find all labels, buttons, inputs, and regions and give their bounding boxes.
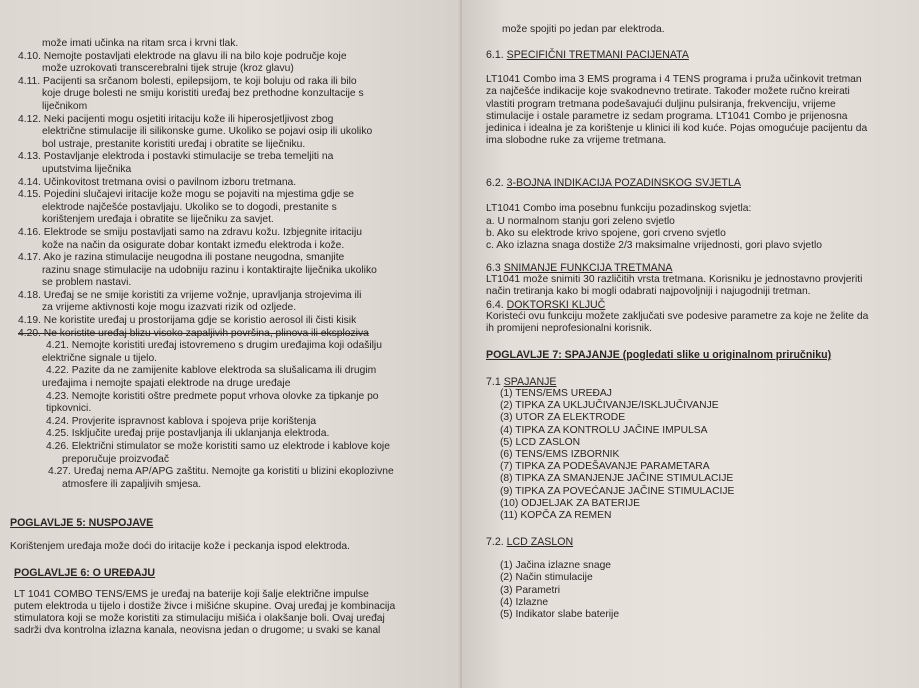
list-item: (1) TENS/EMS UREĐAJ	[500, 388, 612, 400]
warning-line: 4.26. Električni stimulator se može koristiti samo uz elektrode i kablove koje	[46, 441, 390, 452]
section-title: SPECIFIČNI TRETMANI PACIJENATA	[506, 49, 689, 62]
paragraph-line: način tretiranja kako bi mogli odabrati najpovoljniji i najugodniji tretman.	[486, 286, 811, 298]
section-number: 7.2.	[486, 536, 504, 549]
list-item: (5) LCD ZASLON	[500, 436, 581, 448]
section-number: 6.2.	[486, 177, 504, 190]
warning-line: korištenjem uređaja i obratite se liječniku za savjet.	[42, 214, 274, 226]
section-7-1-heading	[486, 376, 915, 388]
list-item: (6) TENS/EMS IZBORNIK	[500, 449, 620, 461]
warning-line: 4.10. Nemojte postavljati elektrode na glavu ili na bilo koje područje koje	[18, 50, 347, 62]
warning-line: 4.17. Ako je razina stimulacije neugodna ili postane neugodna, smanjite	[18, 252, 345, 264]
section-6-3-heading	[486, 262, 915, 274]
list-item: (5) Indikator slabe baterije	[500, 609, 620, 621]
warning-line: 4.27. Uređaj nema AP/APG zaštitu. Nemojte ga koristiti u blizini ekoplozivne	[48, 466, 394, 478]
warning-line: 4.21. Nemojte koristiti uređaj istovremeno s drugim uređajima koji odašilju	[46, 340, 382, 352]
paragraph-line: LT1041 Combo ima 3 EMS programa i 4 TENS programa i pruža učinkovit tretman	[486, 74, 862, 86]
list-item: (1) Jačina izlazne snage	[500, 560, 612, 572]
lcd-items-list	[486, 560, 915, 621]
paragraph-line: LT1041 Combo ima posebnu funkciju pozadinskog svjetla:	[486, 203, 752, 215]
chapter-6-line: LT 1041 COMBO TENS/EMS je uređaj na baterije koji šalje električne impulse	[14, 588, 369, 600]
list-item: (11) KOPČA ZA REMEN	[500, 510, 612, 522]
warning-line-struck: 4.20. Ne koristite uređaj blizu visoko zapaljivih površina, plinova ili eksploziva	[18, 327, 369, 339]
warning-line: razinu snage stimulacije na udobniju razinu i kontaktirajte liječnika ukoliko	[42, 264, 377, 276]
section-6-1-body	[486, 74, 915, 147]
warning-line: preporučuje proizvođač	[62, 453, 170, 465]
warning-line: uređajima i nemojte spajati elektrode na druge uređaje	[42, 378, 291, 390]
list-item: (2) Način stimulacije	[500, 572, 593, 584]
section-6-4-body	[486, 311, 915, 335]
paragraph-line: c. Ako izlazna snaga dostiže 2/3 maksimalne vrijednosti, gori plavo svjetlo	[486, 240, 822, 252]
warning-line: 4.22. Pazite da ne zamijenite kablove elektroda sa slušalicama ili drugim	[46, 365, 377, 377]
chapter-5-heading: POGLAVLJE 5: NUSPOJAVE	[10, 517, 154, 530]
warning-line: 4.25. Isključite uređaj prije postavljanja ili uklanjanja elektroda.	[46, 428, 330, 440]
paragraph-line: Koristeći ovu funkciju možete zaključati sve podesive parametre za koje ne želite da	[486, 310, 869, 322]
section-title: SPAJANJE	[503, 376, 557, 389]
device-parts-list	[486, 388, 915, 522]
paragraph-line: b. Ako su elektrode krivo spojene, gori crveno svjetlo	[486, 227, 726, 239]
warning-line: može imati učinka na ritam srca i krvni tlak.	[42, 38, 239, 49]
warning-line: 4.18. Uređaj se ne smije koristiti za vrijeme vožnje, upravljanja strojevima ili	[18, 289, 362, 301]
safety-warnings-list	[18, 38, 454, 491]
paragraph-line: ih promijeni neprofesionalni korisnik.	[486, 322, 652, 334]
section-6-2-heading	[486, 177, 915, 189]
warning-line: uputstvima liječnika	[42, 163, 132, 175]
paragraph-line: vlastiti program tretmana podešavajući duljinu pulsiranja, frekvenciju, vrijeme	[486, 98, 836, 110]
continued-line: može spojiti po jedan par elektroda.	[502, 24, 665, 35]
warning-line: 4.13. Postavljanje elektroda i postavki stimulacije se treba temeljiti na	[18, 151, 334, 163]
section-number: 6.1.	[486, 49, 504, 62]
section-title: DOKTORSKI KLJUČ	[506, 298, 606, 311]
section-number: 6.3	[486, 262, 501, 275]
warning-line: električne stimulacije ili silikonske gume. Ukoliko se pojavi osip ili ukoliko	[42, 126, 373, 138]
paragraph-line: a. U normalnom stanju gori zeleno svjetlo	[486, 215, 675, 227]
right-page	[462, 0, 919, 688]
paragraph-line: stimulacije i ostale parametre iz sedam programa. LT1041 Combo je prijenosna	[486, 110, 848, 122]
list-item: (4) TIPKA ZA KONTROLU JAČINE IMPULSA	[500, 424, 708, 436]
list-item: (3) UTOR ZA ELEKTRODE	[500, 412, 626, 424]
list-item: (8) TIPKA ZA SMANJENJE JAČINE STIMULACIJE	[500, 473, 734, 485]
warning-line: 4.14. Učinkovitost tretmana ovisi o pavilnom izboru tretmana.	[18, 176, 297, 188]
list-item: (3) Parametri	[500, 584, 561, 596]
chapter-5-text: Korištenjem uređaja može doći do iritacije kože i peckanja ispod elektroda.	[10, 541, 350, 553]
chapter-6-body	[14, 589, 454, 638]
section-6-3-body	[486, 274, 915, 298]
chapter-6-line: sadrži dva kontrolna izlazna kanala, neovisna jedan o drugome; u svaki se kanal	[14, 625, 381, 637]
warning-line: elektrode najčešće postavljaju. Ukoliko se to dogodi, prestanite s	[42, 201, 337, 213]
section-6-1-heading	[486, 49, 915, 61]
warning-line: liječnikom	[42, 100, 88, 112]
warning-line: 4.11. Pacijenti sa srčanom bolesti, epilepsijom, te koji boluju od raka ili bilo	[18, 75, 357, 87]
section-title: 3-BOJNA INDIKACIJA POZADINSKOG SVJETLA	[506, 177, 741, 190]
paragraph-line: jedinica i idealna je za korištenje u klinici ili kod kuće. Pojas omogućuje pacijentu da	[486, 123, 868, 135]
list-item: (10) ODJELJAK ZA BATERIJE	[500, 497, 640, 509]
chapter-6-line: stimulatora koji se može koristiti za stimulaciju mišića i olakšanje boli. Ovaj uređaj	[14, 612, 385, 624]
section-number: 6.4.	[486, 298, 504, 311]
chapter-6-heading: POGLAVLJE 6: O UREĐAJU	[14, 566, 156, 579]
list-item: (2) TIPKA ZA UKLJUČIVANJE/ISKLJUČIVANJE	[500, 400, 719, 412]
section-number: 7.1	[486, 376, 501, 389]
paragraph-line: ima slobodne ruke za vrijeme tretmana.	[486, 135, 667, 147]
warning-line: koje druge bolesti ne smiju koristiti uređaj bez prethodne konzultacije s	[42, 88, 364, 100]
section-title: SNIMANJE FUNKCIJA TRETMANA	[503, 262, 673, 275]
warning-line: bol ustraje, prestanite koristiti uređaj i obratite se liječniku.	[42, 138, 306, 150]
list-item: (7) TIPKA ZA PODEŠAVANJE PARAMETARA	[500, 461, 710, 473]
warning-line: atmosfere ili zapaljivih smjesa.	[62, 478, 202, 490]
warning-line: kože na način da osigurate dobar kontakt između elektroda i kože.	[42, 239, 345, 251]
warning-line: 4.24. Provjerite ispravnost kablova i spojeva prije korištenja	[46, 415, 317, 427]
paragraph-line: za najčešće indikacije koje svakodnevno tretirate. Također možete ručno kreirati	[486, 86, 850, 98]
section-6-2-body	[486, 203, 915, 252]
chapter-6-line: putem elektroda u tijelo i dostiže živce i mišićne skupine. Ovaj uređaj je kombinacija	[14, 600, 396, 612]
list-item: (9) TIPKA ZA POVEĆANJE JAČINE STIMULACIJE	[500, 485, 735, 497]
paragraph-line: LT1041 može snimiti 30 različitih vrsta tretmana. Korisniku je jednostavno provjeriti	[486, 274, 863, 286]
warning-line: 4.23. Nemojte koristiti oštre predmete poput vrhova olovke za tipkanje po	[46, 390, 379, 402]
warning-line: tipkovnici.	[46, 403, 92, 415]
warning-line: 4.15. Pojedini slučajevi iritacije kože mogu se pojaviti na mjestima gdje se	[18, 189, 354, 201]
warning-line: može uzrokovati transcerebralni tijek struje (kroz glavu)	[42, 63, 294, 75]
warning-line: se problem nastavi.	[42, 277, 132, 289]
warning-line: 4.19. Ne koristite uređaj u prostorijama gdje se koristio aerosol ili čisti kisik	[18, 315, 357, 327]
warning-line: električne signale u tijelo.	[42, 352, 158, 364]
list-item: (4) Izlazne	[500, 596, 549, 608]
warning-line: 4.12. Neki pacijenti mogu osjetiti iritaciju kože ili hiperosjetljivost zbog	[18, 113, 334, 125]
warning-line: za vrijeme aktivnosti koje mogu izazvati rizik od ozljede.	[42, 302, 297, 314]
section-6-4-heading	[486, 299, 915, 311]
warning-line: 4.16. Elektrode se smiju postavljati samo na zdravu kožu. Izbjegnite iritaciju	[18, 226, 362, 238]
chapter-7-heading: POGLAVLJE 7: SPAJANJE (pogledati slike u originalnom priručniku)	[486, 349, 832, 362]
section-7-2-heading	[486, 536, 915, 548]
section-title: LCD ZASLON	[506, 536, 574, 549]
